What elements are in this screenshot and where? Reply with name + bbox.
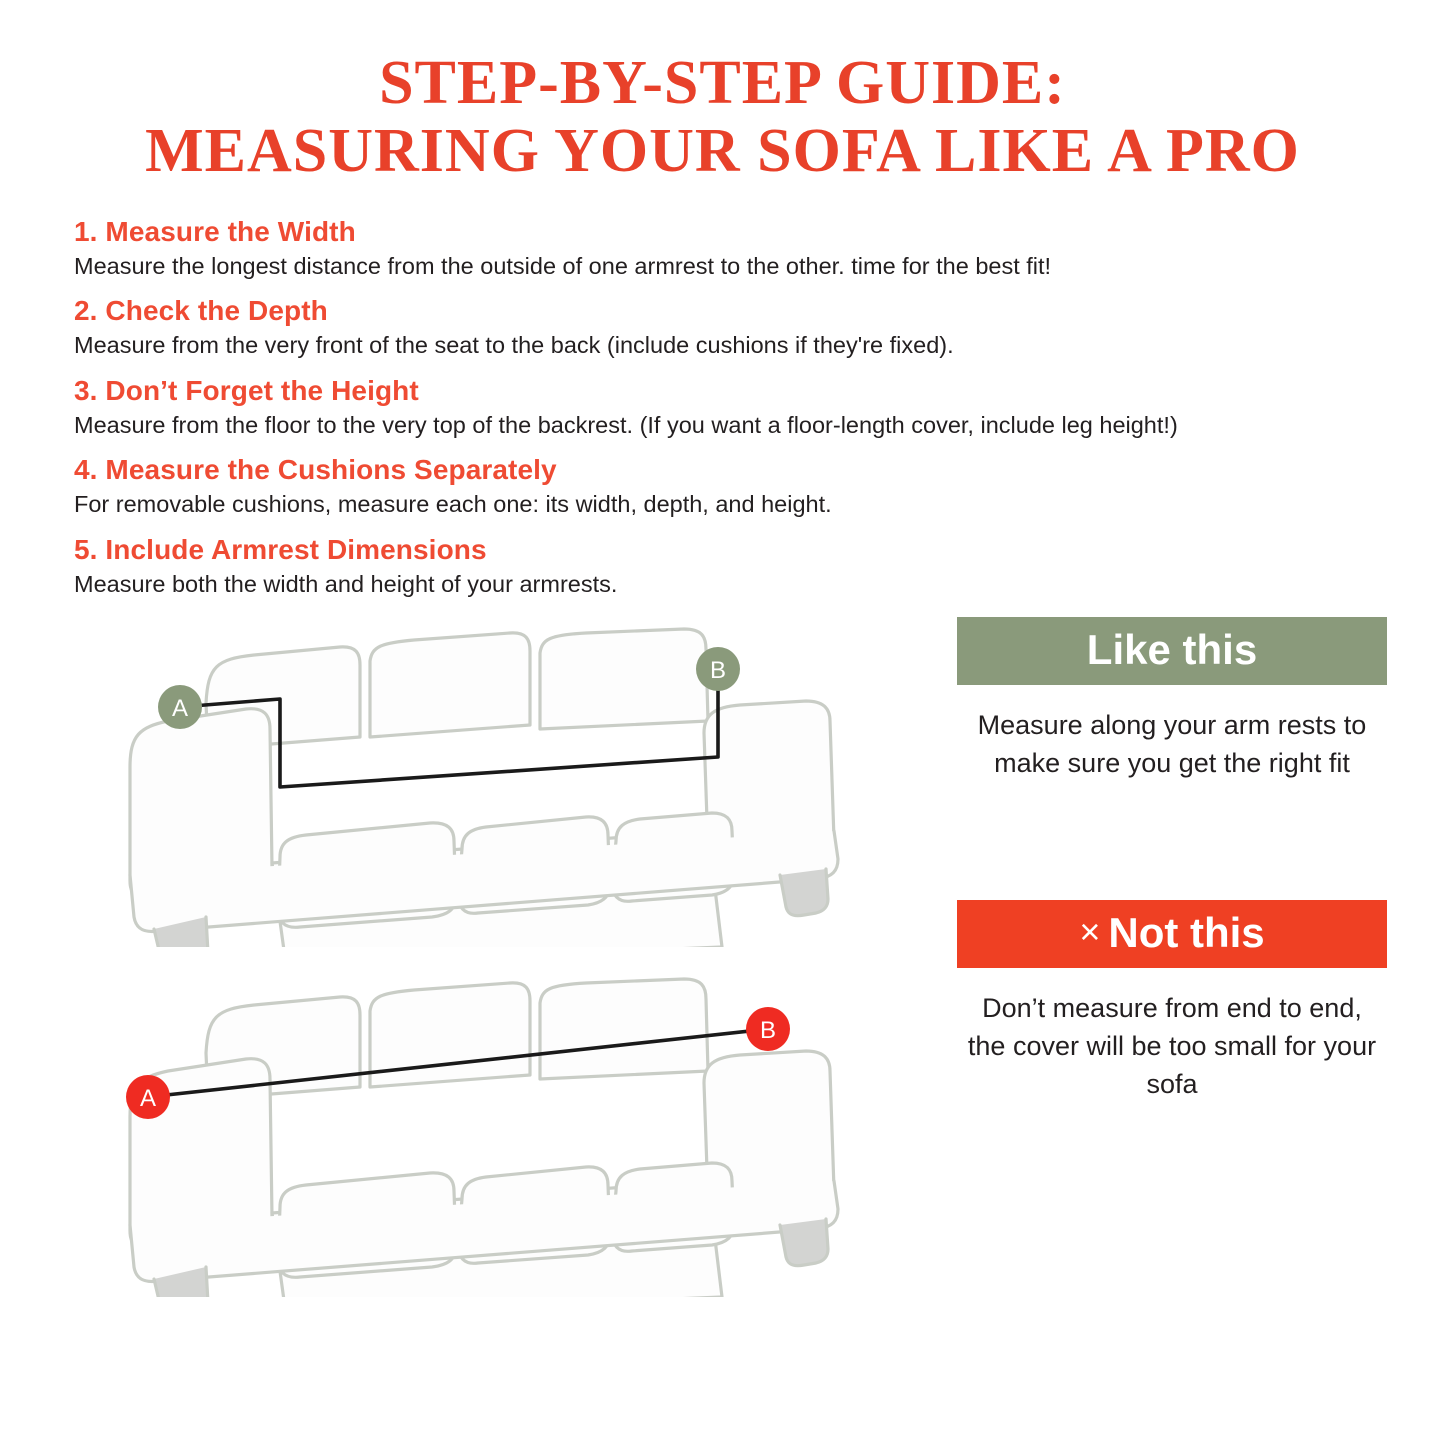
sofa-diagram-correct — [58, 617, 858, 947]
sofa-diagrams — [58, 617, 938, 1297]
step-item — [58, 295, 1387, 360]
close-icon: × — [1079, 911, 1101, 953]
not-this-badge — [957, 900, 1387, 968]
marker-a — [126, 1075, 170, 1119]
svg-text:A: A — [171, 694, 189, 722]
marker-b — [696, 647, 740, 691]
marker-a — [158, 685, 202, 729]
steps-list — [58, 216, 1387, 599]
page-title — [58, 49, 1387, 185]
not-this-text: Don’t measure from end to end, the cover will be too small for your sofa — [967, 993, 1377, 1100]
step-item — [58, 216, 1387, 281]
step-heading: 4. Measure the Cushions Separately — [74, 454, 557, 486]
step-heading: 5. Include Armrest Dimensions — [74, 533, 487, 565]
callouts — [957, 617, 1387, 1104]
like-this-badge — [957, 617, 1387, 685]
step-item — [58, 375, 1387, 440]
like-this-label: Like this — [1086, 625, 1258, 673]
sofa-diagram-incorrect — [58, 967, 858, 1297]
step-body: Measure the longest distance from the outside of one armrest to the other. time for the best fit! — [74, 253, 1052, 279]
step-body: Measure from the very front of the seat to the back (include cushions if they're fixed). — [74, 332, 954, 359]
callout-not — [957, 900, 1387, 1103]
step-heading: 3. Don’t Forget the Height — [74, 374, 419, 406]
step-body: For removable cushions, measure each one: its width, depth, and height. — [74, 491, 832, 518]
svg-text:B: B — [709, 656, 727, 684]
step-item — [58, 454, 1387, 519]
illustration-section — [58, 617, 1387, 1317]
marker-b — [746, 1007, 790, 1051]
title-line-2: MEASURING YOUR SOFA LIKE A PRO — [145, 117, 1300, 185]
title-line-1: STEP-BY-STEP GUIDE: — [379, 49, 1066, 117]
like-this-text: Measure along your arm rests to make sure you get the right fit — [977, 709, 1367, 778]
step-heading: 1. Measure the Width — [74, 216, 356, 247]
step-body: Measure both the width and height of your armrests. — [74, 570, 618, 597]
step-heading: 2. Check the Depth — [74, 295, 328, 327]
step-item — [58, 534, 1387, 599]
callout-like — [957, 617, 1387, 783]
not-this-label: Not this — [1108, 909, 1265, 957]
svg-text:A: A — [139, 1084, 157, 1112]
svg-text:B: B — [759, 1016, 777, 1044]
step-body: Measure from the floor to the very top of the backrest. (If you want a floor-length cover, include leg height!) — [74, 411, 1178, 438]
